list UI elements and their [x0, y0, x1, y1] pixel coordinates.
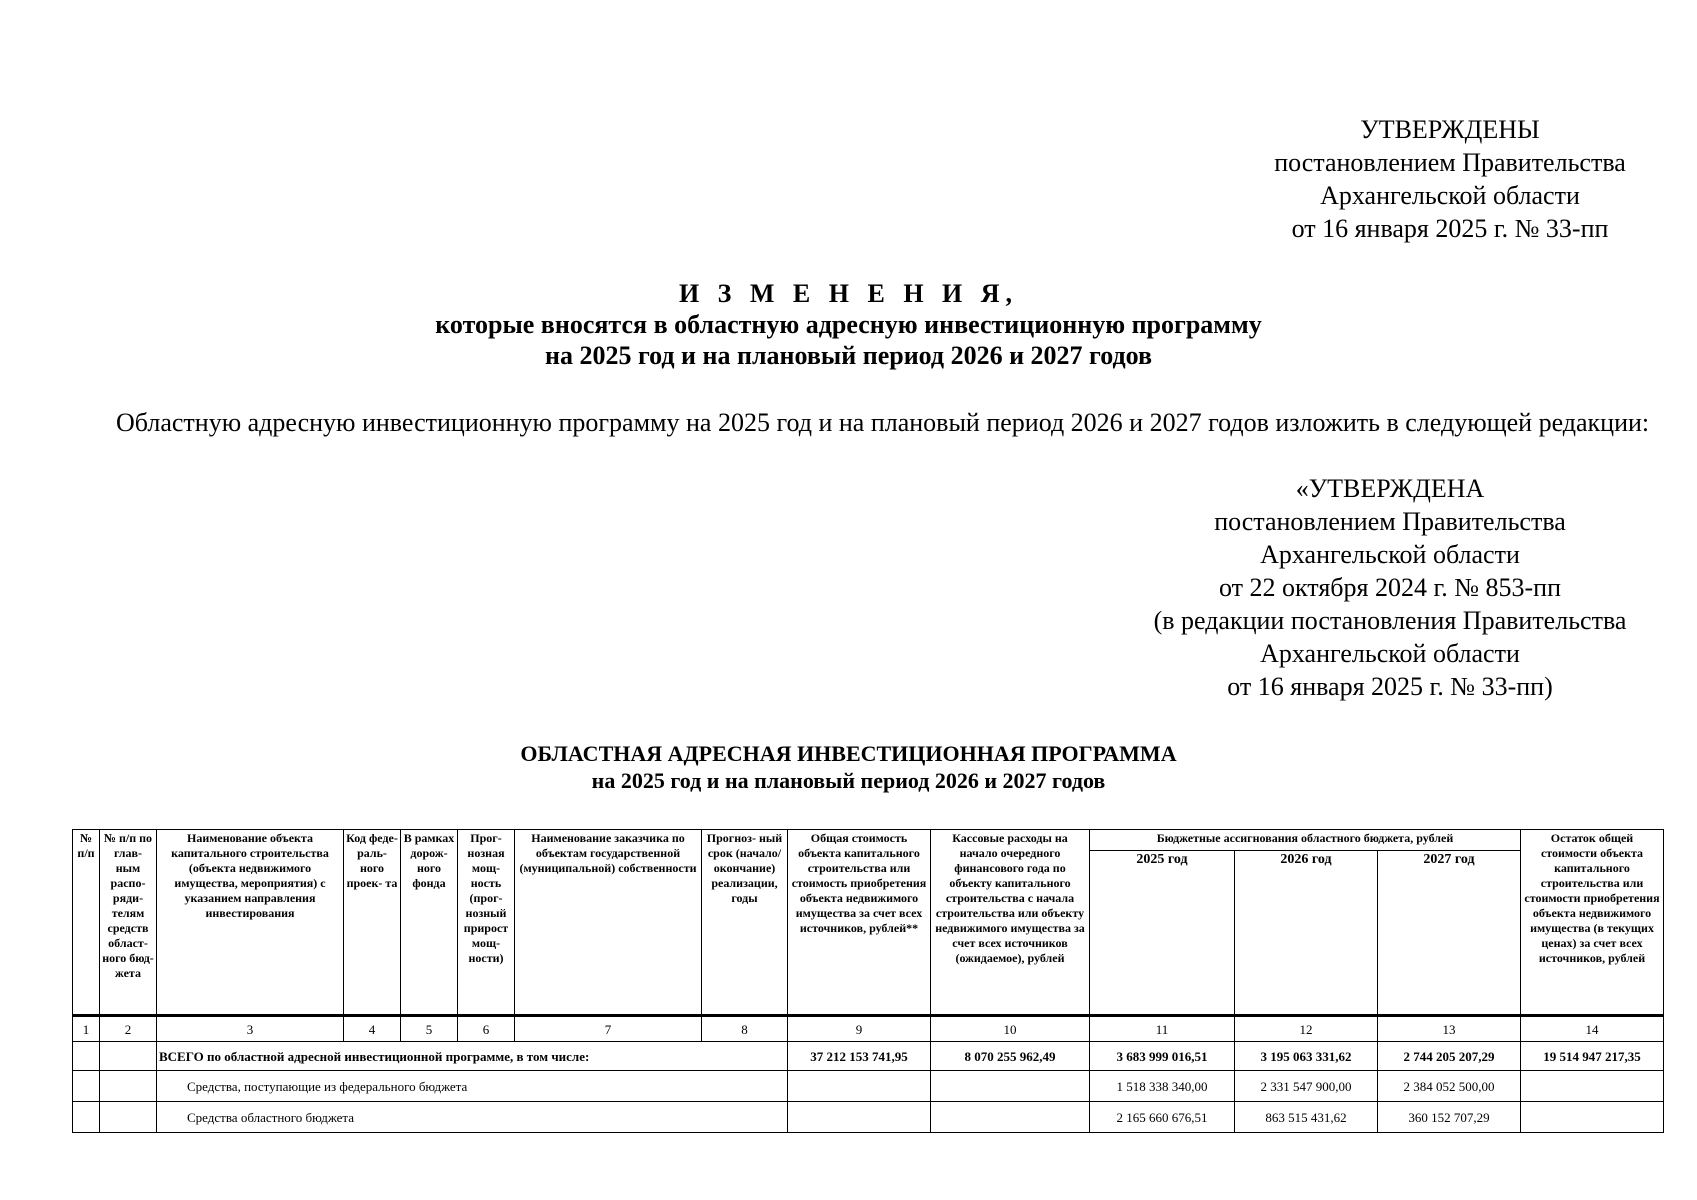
approval-second-line3: Архангельской области: [1260, 540, 1520, 569]
header-road-fund: В рамках дорож- ного фонда: [401, 830, 458, 1016]
approval-second-line2: постановлением Правительства: [1214, 507, 1566, 536]
approval-second-line6: Архангельской области: [1260, 639, 1520, 668]
approval-top-line1: УТВЕРЖДЕНЫ: [1360, 115, 1540, 144]
cell-empty: [100, 1042, 157, 1071]
column-number: 9: [788, 1016, 931, 1042]
header-implementation-term: Прогноз- ный срок (начало/ окончание) реализации, годы: [702, 830, 788, 1016]
cell-empty: [73, 1071, 100, 1102]
intro-paragraph: Областную адресную инвестиционную программу на 2025 год и на плановый период 2026 и 2027 годов изложить в следующей редакции:: [116, 408, 1650, 437]
total-c14: 19 514 947 217,35: [1521, 1042, 1664, 1071]
cell-empty: [100, 1071, 157, 1102]
changes-title-line1: И З М Е Н Е Н И Я,: [678, 279, 1019, 308]
cell-empty: [788, 1071, 931, 1102]
cell-empty: [1521, 1071, 1664, 1102]
cell-empty: [931, 1071, 1090, 1102]
total-c12: 3 195 063 331,62: [1235, 1042, 1378, 1071]
header-remaining-cost: Остаток общей стоимости объекта капитального строительства или стоимости приобретения объекта недвижимого имущества (в текущих ценах) за счет всех источников, рублей: [1521, 830, 1664, 1016]
approval-top-line2: постановлением Правительства: [1274, 148, 1626, 177]
cell-empty: [788, 1102, 931, 1133]
column-number: 10: [931, 1016, 1090, 1042]
total-c13: 2 744 205 207,29: [1378, 1042, 1521, 1071]
column-number: 6: [458, 1016, 515, 1042]
column-number: 5: [401, 1016, 458, 1042]
table-header-row: [73, 830, 1664, 851]
header-year-2027: 2027 год: [1378, 851, 1521, 1016]
cell-empty: [931, 1102, 1090, 1133]
approval-top-line4: от 16 января 2025 г. № 33-пп: [1291, 214, 1609, 243]
cell-empty: [73, 1042, 100, 1071]
header-federal-project-code: Код феде- раль- ного проек- та: [344, 830, 401, 1016]
investment-program-table: [72, 829, 1664, 1133]
column-number: 11: [1090, 1016, 1235, 1042]
approval-second-line7: от 16 января 2025 г. № 33-пп): [1227, 672, 1553, 701]
column-number: 4: [344, 1016, 401, 1042]
total-label: ВСЕГО по областной адресной инвестиционной программе, в том числе:: [157, 1042, 788, 1071]
cell-empty: [100, 1102, 157, 1133]
header-num: № п/п: [73, 830, 100, 1016]
table-row-federal: [73, 1071, 1664, 1102]
total-c9: 37 212 153 741,95: [788, 1042, 931, 1071]
federal-c13: 2 384 052 500,00: [1378, 1071, 1521, 1102]
column-number: 8: [702, 1016, 788, 1042]
regional-label: Средства областного бюджета: [157, 1102, 788, 1133]
approval-second-line4: от 22 октября 2024 г. № 853-пп: [1219, 573, 1561, 602]
approval-stamp-top: [1240, 113, 1660, 245]
header-num-by-manager: № п/п по глав- ным распо- ряди- телям средств област- ного бюд- жета: [100, 830, 157, 1016]
approval-second-line5: (в редакции постановления Правительства: [1153, 606, 1627, 635]
header-object-name: Наименование объекта капитального строительства (объекта недвижимого имущества, мероприятия) с указанием направления инвестирования: [157, 830, 344, 1016]
column-number: 3: [157, 1016, 344, 1042]
column-number: 14: [1521, 1016, 1664, 1042]
cell-empty: [1521, 1102, 1664, 1133]
federal-c11: 1 518 338 340,00: [1090, 1071, 1235, 1102]
total-c11: 3 683 999 016,51: [1090, 1042, 1235, 1071]
header-customer-name: Наименование заказчика по объектам государственной (муниципальной) собственности: [515, 830, 702, 1016]
table-row-regional: [73, 1102, 1664, 1133]
column-number: 1: [73, 1016, 100, 1042]
program-title: [0, 740, 1697, 794]
changes-title-line2: которые вносятся в областную адресную инвестиционную программу: [435, 310, 1262, 339]
program-title-line1: ОБЛАСТНАЯ АДРЕСНАЯ ИНВЕСТИЦИОННАЯ ПРОГРАММА: [520, 741, 1177, 766]
federal-c12: 2 331 547 900,00: [1235, 1071, 1378, 1102]
header-capacity: Прог- нозная мощ- ность (прог- нозный прирост мощ- ности): [458, 830, 515, 1016]
header-total-cost: Общая стоимость объекта капитального строительства или стоимость приобретения объекта недвижимого имущества за счет всех источников, рублей**: [788, 830, 931, 1016]
column-number: 13: [1378, 1016, 1521, 1042]
header-cash-expenses: Кассовые расходы на начало очередного финансового года по объекту капитального строительства с начала строительства или объекту недвижимого имущества за счет всех источников (ожидаемое), рублей: [931, 830, 1090, 1016]
column-number: 2: [100, 1016, 157, 1042]
approval-second-line1: «УТВЕРЖДЕНА: [1295, 474, 1485, 503]
approval-stamp-second: [1120, 472, 1660, 703]
changes-title-line3: на 2025 год и на плановый период 2026 и 2027 годов: [544, 341, 1153, 370]
regional-c12: 863 515 431,62: [1235, 1102, 1378, 1133]
column-number: 7: [515, 1016, 702, 1042]
header-year-2026: 2026 год: [1235, 851, 1378, 1016]
table-row-total: [73, 1042, 1664, 1071]
cell-empty: [73, 1102, 100, 1133]
program-title-line2: на 2025 год и на плановый период 2026 и 2027 годов: [591, 768, 1106, 793]
federal-label: Средства, поступающие из федерального бюджета: [157, 1071, 788, 1102]
column-number: 12: [1235, 1016, 1378, 1042]
header-year-2025: 2025 год: [1090, 851, 1235, 1016]
approval-top-line3: Архангельской области: [1320, 181, 1580, 210]
regional-c13: 360 152 707,29: [1378, 1102, 1521, 1133]
total-c10: 8 070 255 962,49: [931, 1042, 1090, 1071]
header-budget-group: Бюджетные ассигнования областного бюджета, рублей: [1090, 830, 1521, 851]
regional-c11: 2 165 660 676,51: [1090, 1102, 1235, 1133]
changes-title: [0, 278, 1697, 371]
column-number-row: [73, 1016, 1664, 1042]
